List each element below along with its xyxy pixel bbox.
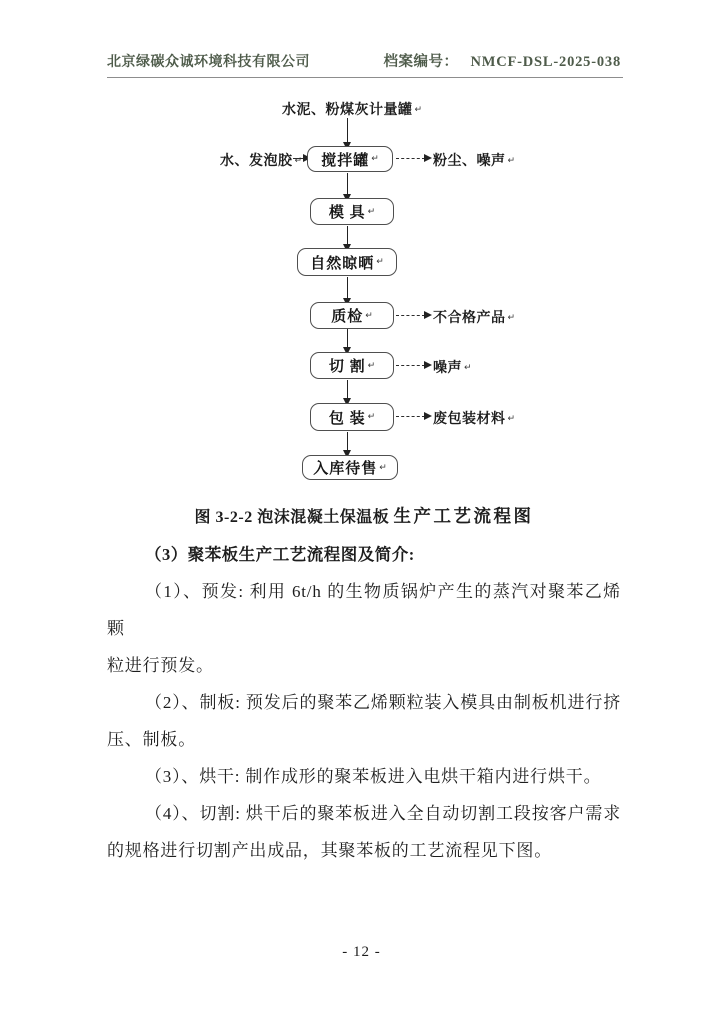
body-line: （3）、烘干: 制作成形的聚苯板进入电烘干箱内进行烘干。 <box>145 767 602 786</box>
archive-label: 档案编号： <box>383 54 459 70</box>
body-line: 粒进行预发。 <box>107 656 214 675</box>
flow-arrow-down <box>347 118 348 144</box>
paragraph-return-mark: ↵ <box>367 206 376 217</box>
flow-arrow-dashed <box>396 365 425 366</box>
flow-arrow-dashed <box>396 158 425 159</box>
paragraph-return-mark: ↵ <box>365 310 373 321</box>
flow-arrow-dashed <box>396 315 425 316</box>
paragraph-return-mark: ↵ <box>414 105 423 115</box>
flow-arrow-right <box>293 158 304 159</box>
flow-node-mixing-tank: 搅拌罐 ↵ <box>307 146 393 172</box>
body-line: （1）、预发: 利用 6t/h 的生物质锅炉产生的蒸汽对聚苯乙烯颗 <box>107 582 621 638</box>
figure-caption-title: 生产工艺流程图 <box>393 506 534 526</box>
paragraph-return-mark: ↵ <box>464 363 472 373</box>
flow-arrow-dashed <box>396 416 425 417</box>
flow-input-top: 水泥、粉煤灰计量罐 ↵ <box>281 103 423 118</box>
flow-node-quality-check: 质检 ↵ <box>310 302 394 329</box>
flow-arrow-down <box>347 380 348 400</box>
section-heading: （3）聚苯板生产工艺流程图及简介: <box>145 545 415 564</box>
paragraph-return-mark: ↵ <box>379 462 387 473</box>
paragraph-return-mark: ↵ <box>367 360 376 371</box>
company-name: 北京绿碳众诚环境科技有限公司 <box>107 55 310 70</box>
paragraph-return-mark: ↵ <box>507 156 516 166</box>
process-flowchart <box>0 0 723 500</box>
archive-value: NMCF-DSL-2025-038 <box>470 54 621 70</box>
paragraph-return-mark: ↵ <box>294 156 303 166</box>
body-text <box>107 498 621 869</box>
flow-arrow-down <box>347 329 348 349</box>
flow-node-cutting: 切 割 ↵ <box>310 352 394 379</box>
paragraph-return-mark: ↵ <box>507 313 516 323</box>
body-line: （2）、制板: 预发后的聚苯乙烯颗粒装入模具由制板机进行挤 <box>145 693 621 712</box>
body-line: 压、制板。 <box>107 730 196 749</box>
body-line: 的规格进行切割产出成品，其聚苯板的工艺流程见下图。 <box>107 841 552 860</box>
paragraph-return-mark: ↵ <box>507 414 516 424</box>
figure-caption-number: 图 3-2-2 泡沫混凝土保温板 <box>194 509 390 526</box>
flow-arrow-down <box>347 432 348 452</box>
paragraph-return-mark: ↵ <box>376 257 384 267</box>
flow-emission-dust-noise: 粉尘、噪声 ↵ <box>433 154 516 169</box>
paragraph-return-mark: ↵ <box>371 154 379 164</box>
body-line: （4）、切割: 烘干后的聚苯板进入全自动切割工段按客户需求 <box>145 804 621 823</box>
flow-emission-noise: 噪声 ↵ <box>433 361 472 376</box>
flow-emission-waste-packaging: 废包装材料 ↵ <box>433 412 516 427</box>
flow-emission-rejects: 不合格产品 ↵ <box>433 311 516 326</box>
flow-arrow-down <box>347 277 348 300</box>
flow-node-packaging: 包 装 ↵ <box>310 403 394 431</box>
flow-input-left: 水、发泡胶 ↵ <box>220 154 303 169</box>
flow-node-natural-drying: 自然晾晒 ↵ <box>297 248 397 276</box>
figure-caption <box>107 498 621 536</box>
paragraph-return-mark: ↵ <box>367 412 376 422</box>
flow-node-warehouse: 入库待售 ↵ <box>302 455 398 480</box>
flow-node-mold: 模 具 ↵ <box>310 198 394 225</box>
page-number: - 12 - <box>342 944 381 960</box>
flow-arrow-down <box>347 226 348 246</box>
flow-arrow-down <box>347 173 348 196</box>
